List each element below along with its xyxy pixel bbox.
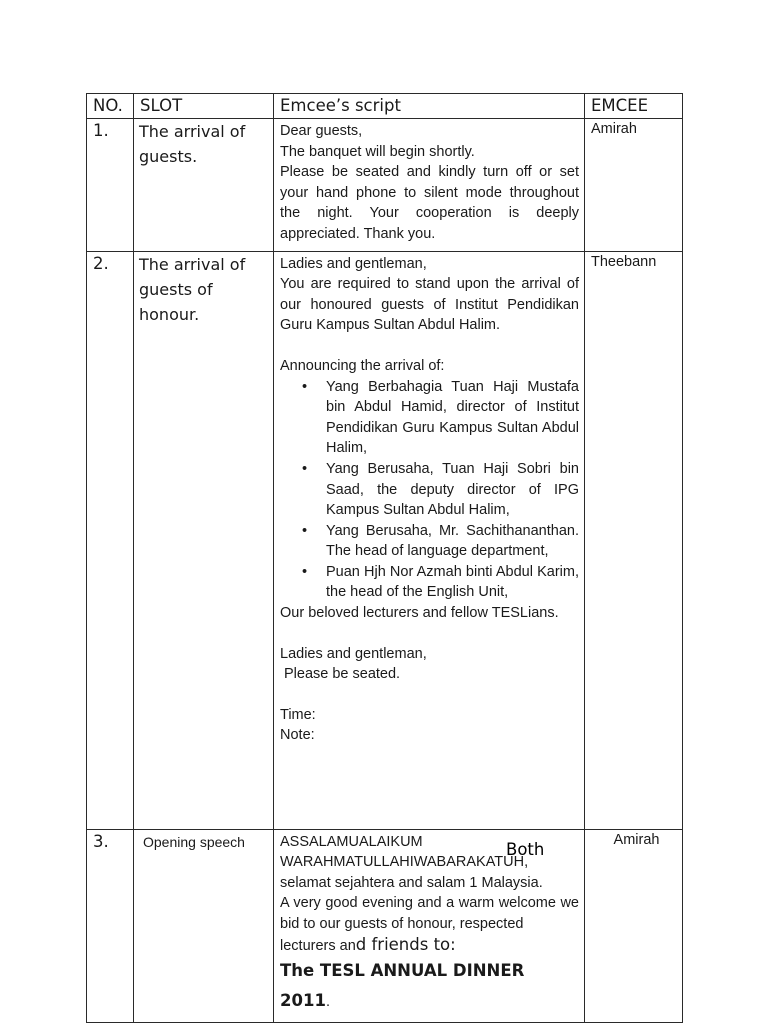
list-item: • Puan Hjh Nor Azmah binti Abdul Karim, the head of the English Unit,: [326, 562, 579, 603]
script-line: Announcing the arrival of:: [280, 357, 445, 374]
script-cell: [274, 251, 585, 829]
script-line: ASSALAMUALAIKUM: [280, 833, 423, 850]
script-line: WARAHMATULLAHIWABARAKATUH,: [280, 854, 529, 871]
guest-list: [280, 377, 579, 604]
header-emcee: EMCEE: [585, 94, 683, 119]
script-line: Dear guests,: [280, 123, 363, 139]
slot-cell: The arrival of guests.: [134, 119, 274, 252]
script-line: selamat sejahtera and salam 1 Malaysia.: [280, 874, 543, 891]
script-line: Our beloved lecturers and fellow TESLians.: [280, 605, 559, 622]
script-line: Ladies and gentleman,: [280, 645, 427, 662]
emcee-both-label: Both: [506, 840, 545, 859]
slot-cell: The arrival of guests of honour.: [134, 251, 274, 829]
table-header-row: [87, 94, 683, 119]
header-script: Emcee’s script: [274, 94, 585, 119]
table-row: [87, 251, 683, 829]
script-line: Please be seated and kindly turn off or set your hand phone to silent mode throughout the night. Your cooperation is deeply appreciated. Thank you.: [280, 164, 579, 242]
script-line: Note:: [280, 727, 315, 744]
header-slot: SLOT: [134, 94, 274, 119]
table-row: [87, 119, 683, 252]
script-fragment: d friends to:: [355, 934, 456, 954]
script-line: You are required to stand upon the arrival of our honoured guests of Institut Pendidikan Guru Kampus Sultan Abdul Halim.: [280, 276, 579, 334]
table-row: [87, 829, 683, 1023]
script-line: Please be seated.: [284, 666, 401, 683]
header-no: NO.: [87, 94, 134, 119]
row-number: 2.: [87, 251, 134, 829]
event-title: The TESL ANNUAL DINNER 2011: [280, 961, 525, 1011]
script-line: [280, 935, 579, 957]
row-number: 3.: [87, 829, 134, 1023]
slot-cell: Opening speech: [134, 829, 274, 1023]
list-item: • Yang Berbahagia Tuan Haji Mustafa bin Abdul Hamid, director of Institut Pendidikan Guru Kampus Sultan Abdul Halim,: [326, 377, 579, 459]
script-line: Ladies and gentleman,: [280, 255, 427, 272]
emcee-script-table: [86, 93, 683, 1023]
script-cell: [274, 119, 585, 252]
script-line: A very good evening and a warm welcome we bid to our guests of honour, respected: [280, 895, 579, 932]
emcee-cell: Theebann: [585, 251, 683, 829]
script-line: Time:: [280, 706, 316, 723]
row-number: 1.: [87, 119, 134, 252]
list-item: • Yang Berusaha, Tuan Haji Sobri bin Saad, the deputy director of IPG Kampus Sultan Abdul Halim,: [326, 459, 579, 521]
event-title-period: .: [325, 994, 330, 1011]
script-fragment: lecturers an: [280, 937, 356, 954]
script-line: The banquet will begin shortly.: [280, 143, 475, 160]
emcee-cell: Amirah: [585, 829, 683, 1023]
emcee-cell: Amirah: [585, 119, 683, 252]
event-title-line: [280, 956, 579, 1016]
list-item: • Yang Berusaha, Mr. Sachithananthan. The head of language department,: [326, 521, 579, 562]
